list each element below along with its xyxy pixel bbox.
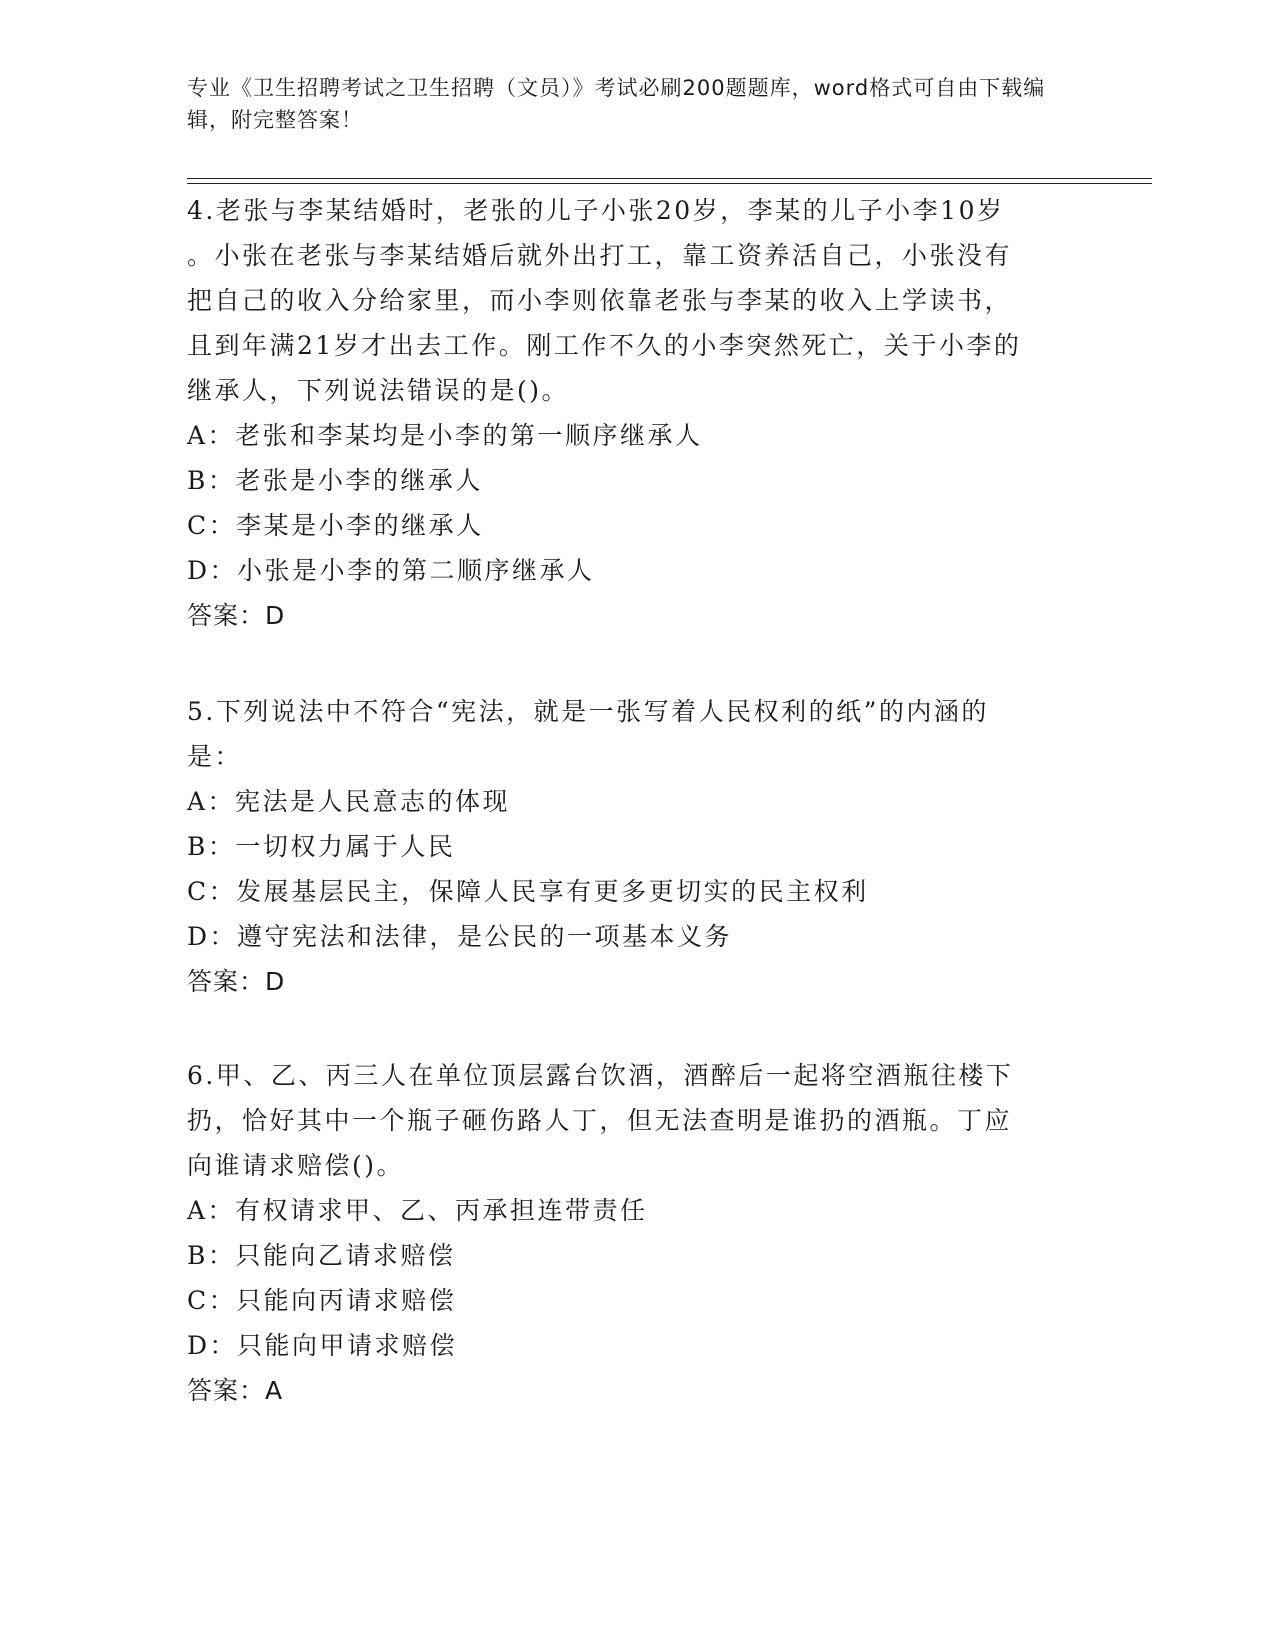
question-stem-line: 且到年满21岁才出去工作。刚工作不久的小李突然死亡，关于小李的	[187, 331, 1022, 360]
option-a: A：宪法是人民意志的体现	[187, 787, 511, 816]
option-b: B：一切权力属于人民	[187, 832, 456, 861]
option-d: D：只能向甲请求赔偿	[187, 1331, 458, 1360]
header-divider-top	[187, 178, 1152, 179]
option-a: A：老张和李某均是小李的第一顺序继承人	[187, 421, 703, 450]
option-c: C：只能向丙请求赔偿	[187, 1286, 457, 1315]
option-a: A：有权请求甲、乙、丙承担连带责任	[187, 1196, 648, 1225]
question-stem-line: 5.下列说法中不符合“宪法，就是一张写着人民权利的纸”的内涵的	[187, 697, 989, 726]
option-c: C：李某是小李的继承人	[187, 511, 484, 540]
question-stem-line: 扔，恰好其中一个瓶子砸伤路人丁，但无法查明是谁扔的酒瓶。丁应	[187, 1106, 1013, 1135]
question-6	[187, 1053, 1087, 1413]
question-stem-line: 。小张在老张与李某结婚后就外出打工，靠工资养活自己，小张没有	[187, 241, 1013, 270]
option-d: D：遵守宪法和法律，是公民的一项基本义务	[187, 922, 733, 951]
question-stem-line: 是：	[187, 742, 243, 771]
header-divider-bottom	[187, 183, 1152, 184]
document-header: 专业《卫生招聘考试之卫生招聘（文员）》考试必刷200题题库，word格式可自由下载编辑，附完整答案！	[187, 76, 1046, 132]
question-stem-line: 把自己的收入分给家里，而小李则依靠老张与李某的收入上学读书，	[187, 286, 1013, 315]
option-c: C：发展基层民主，保障人民享有更多更切实的民主权利	[187, 877, 869, 906]
answer: 答案：D	[187, 967, 286, 996]
option-d: D：小张是小李的第二顺序继承人	[187, 556, 595, 585]
question-stem-line: 向谁请求赔偿()。	[187, 1151, 405, 1180]
question-4	[187, 188, 1087, 638]
answer: 答案：A	[187, 1376, 284, 1405]
question-stem-line: 4.老张与李某结婚时，老张的儿子小张20岁，李某的儿子小李10岁	[187, 196, 1005, 225]
answer: 答案：D	[187, 601, 286, 630]
option-b: B：老张是小李的继承人	[187, 466, 483, 495]
option-b: B：只能向乙请求赔偿	[187, 1241, 456, 1270]
question-stem-line: 继承人，下列说法错误的是()。	[187, 376, 570, 405]
question-5	[187, 689, 1087, 1004]
question-stem-line: 6.甲、乙、丙三人在单位顶层露台饮酒，酒醉后一起将空酒瓶往楼下	[187, 1061, 1014, 1090]
